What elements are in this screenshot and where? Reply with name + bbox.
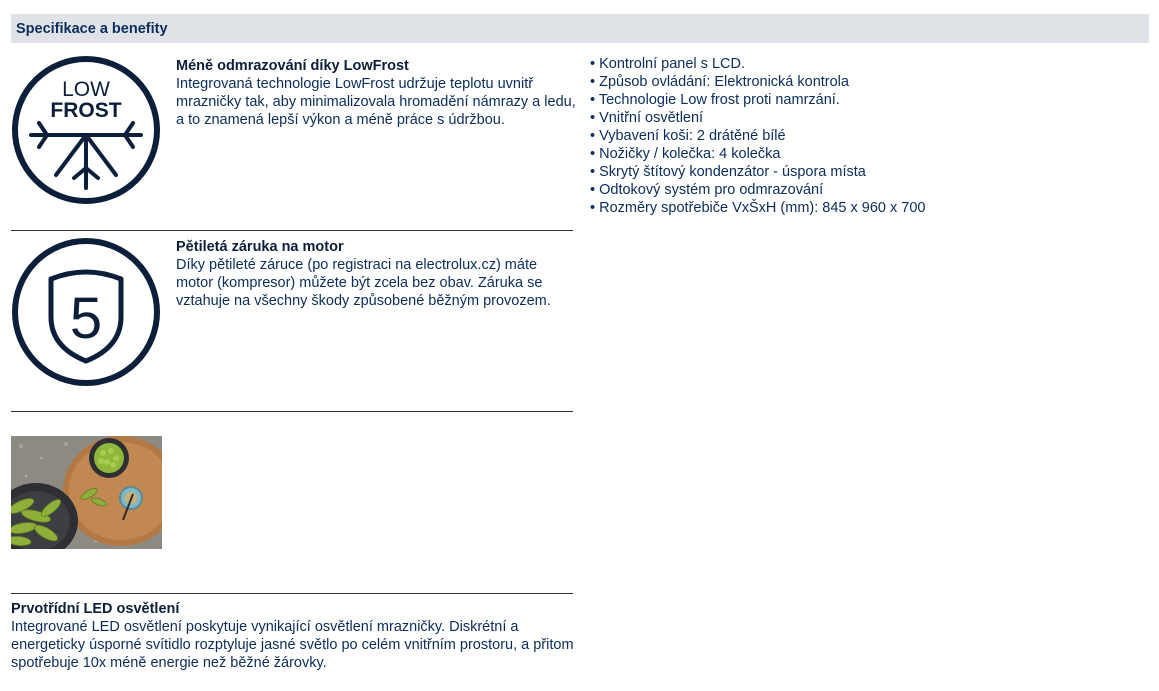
- spec-item: • Nožičky / kolečka: 4 kolečka: [590, 145, 925, 163]
- spec-item: • Vybavení koši: 2 drátěné bílé: [590, 127, 925, 145]
- warranty-feature: [176, 238, 576, 310]
- warranty-title: Pětiletá záruka na motor: [176, 239, 344, 255]
- spec-list: [590, 55, 925, 217]
- led-title: Prvotřídní LED osvětlení: [11, 601, 180, 617]
- lowfrost-icon-label-1: LOW: [62, 78, 110, 101]
- led-feature: [11, 600, 581, 672]
- lowfrost-description: Integrovaná technologie LowFrost udržuje teplotu uvnitř mrazničky tak, aby minimalizovala hromadění námrazy a ledu, a to znamená lepší výkon a méně práce s údržbou.: [176, 76, 576, 128]
- spec-item: • Kontrolní panel s LCD.: [590, 55, 925, 73]
- lowfrost-feature: [176, 57, 576, 129]
- spec-item: • Skrytý štítový kondenzátor - úspora místa: [590, 163, 925, 181]
- lowfrost-snowflake-icon: [11, 55, 161, 205]
- spec-item: • Odtokový systém pro odmrazování: [590, 181, 925, 199]
- divider: [11, 230, 573, 231]
- warranty-description: Díky pětileté záruce (po registraci na electrolux.cz) máte motor (kompresor) můžete být zcela bez obav. Záruka se vztahuje na všechny škody způsobené běžným provozem.: [176, 257, 551, 309]
- spec-item: • Technologie Low frost proti namrzání.: [590, 91, 925, 109]
- lowfrost-title: Méně odmrazování díky LowFrost: [176, 58, 409, 74]
- warranty-icon-number: 5: [69, 286, 103, 351]
- spec-item: • Rozměry spotřebiče VxŠxH (mm): 845 x 960 x 700: [590, 199, 925, 217]
- section-title: Specifikace a benefity: [16, 21, 168, 37]
- divider: [11, 411, 573, 412]
- spec-item: • Vnitřní osvětlení: [590, 109, 925, 127]
- divider: [11, 593, 573, 594]
- edamame-bowls-photo: [11, 436, 162, 549]
- five-year-shield-icon: [11, 237, 161, 387]
- lowfrost-icon-label-2: FROST: [50, 99, 122, 122]
- led-description: Integrované LED osvětlení poskytuje vynikající osvětlení mrazničky. Diskrétní a energeticky úsporné svítidlo rozptyluje jasné světlo po celém vnitřním prostoru, a přitom spotřebuje 10x méně energie než běžné žárovky.: [11, 619, 574, 671]
- spec-item: • Způsob ovládání: Elektronická kontrola: [590, 73, 925, 91]
- section-header: [11, 14, 1149, 43]
